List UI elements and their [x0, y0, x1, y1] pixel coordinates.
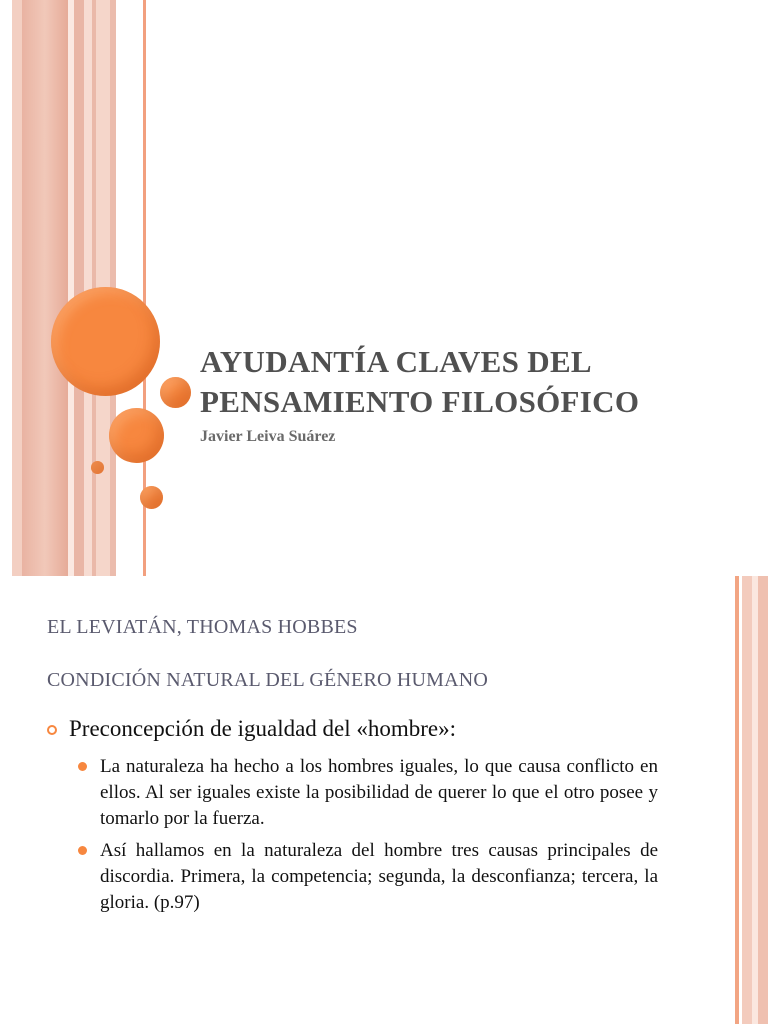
decor-stripe	[12, 0, 22, 576]
title-line-1: AYUDANTÍA CLAVES DEL	[200, 344, 592, 379]
decor-stripe	[735, 576, 739, 1024]
slide-title	[200, 342, 740, 422]
bullet-text: Preconcepción de igualdad del «hombre»:	[69, 716, 457, 741]
slide-heading: EL LEVIATÁN, THOMAS HOBBES	[47, 616, 358, 638]
dot-bullet-icon	[78, 762, 87, 771]
decor-stripe	[758, 576, 768, 1024]
slide-subtitle: Javier Leiva Suárez	[200, 428, 336, 445]
decor-circle-large	[51, 287, 160, 396]
decor-circle	[140, 486, 163, 509]
decor-stripe	[74, 0, 84, 576]
decor-stripe	[22, 0, 68, 576]
sub-bullet-item	[78, 838, 658, 916]
decor-circle	[91, 461, 104, 474]
title-line-2: PENSAMIENTO FILOSÓFICO	[200, 384, 640, 419]
sub-bullet-item	[78, 754, 658, 832]
dot-bullet-icon	[78, 846, 87, 855]
ring-bullet-icon	[47, 725, 57, 735]
decor-circle	[160, 377, 191, 408]
decor-circle	[109, 408, 164, 463]
sub-bullet-text: Así hallamos en la naturaleza del hombre tres causas principales de discordia. Primera, la competencia; segunda, la desconfianza; tercera, la gloria. (p.97)	[100, 840, 658, 913]
sub-bullet-text: La naturaleza ha hecho a los hombres iguales, lo que causa conflicto en ellos. Al ser iguales existe la posibilidad de querer lo que el otro posee y tomarlo por la fuerza.	[100, 756, 658, 829]
decor-stripe	[742, 576, 752, 1024]
content-slide	[0, 576, 768, 1024]
slide-subheading: CONDICIÓN NATURAL DEL GÉNERO HUMANO	[47, 669, 489, 691]
